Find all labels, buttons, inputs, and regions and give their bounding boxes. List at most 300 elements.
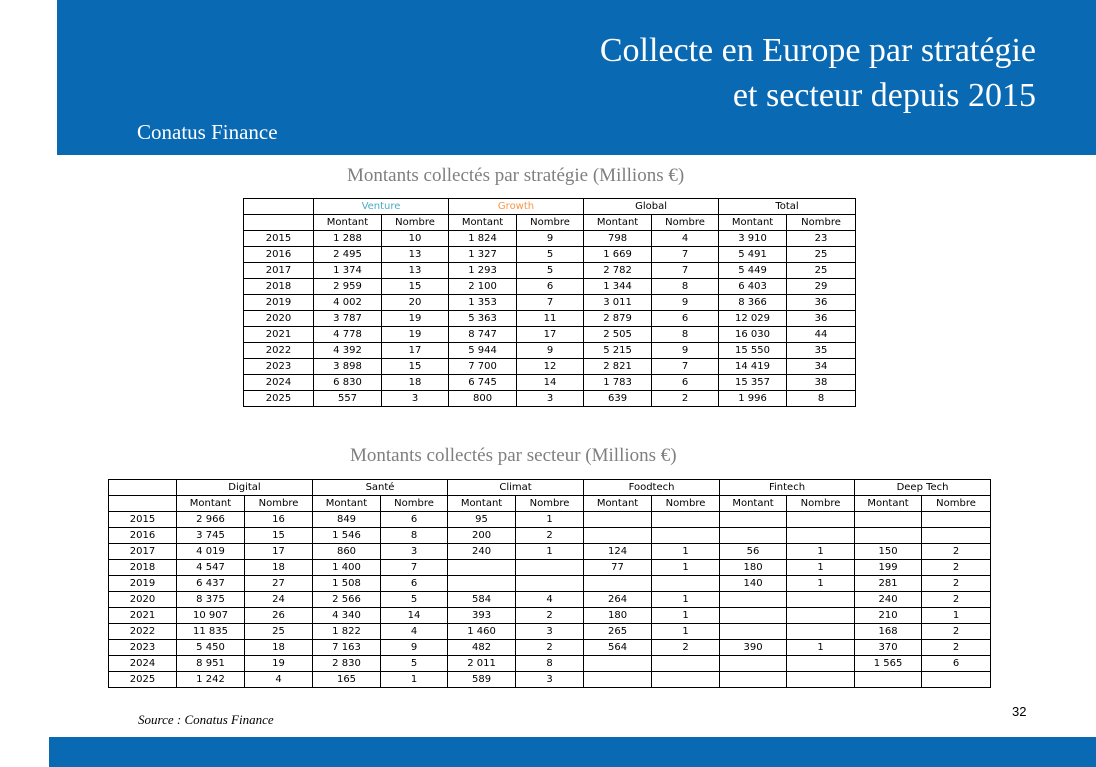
subheader-nombre: Nombre: [381, 496, 448, 512]
table-row: [244, 295, 856, 311]
value-cell: 7: [517, 295, 584, 311]
value-cell: 1 353: [449, 295, 517, 311]
value-cell: 14 419: [719, 359, 787, 375]
value-cell: 3 745: [177, 528, 245, 544]
year-cell: 2024: [109, 656, 177, 672]
value-cell: 15: [382, 279, 449, 295]
subheader-row: [244, 215, 856, 231]
value-cell: 2: [922, 592, 991, 608]
group-header-digital: Digital: [177, 480, 313, 496]
subheader-montant: Montant: [449, 215, 517, 231]
value-cell: 1: [381, 672, 448, 688]
sector-table: [108, 479, 991, 688]
year-cell: 2021: [109, 608, 177, 624]
value-cell: 6: [652, 311, 719, 327]
value-cell: 5: [517, 247, 584, 263]
value-cell: 36: [787, 311, 856, 327]
subheader-montant: Montant: [584, 496, 652, 512]
group-header-row: [109, 480, 991, 496]
value-cell: 1 508: [313, 576, 381, 592]
value-cell: 26: [245, 608, 313, 624]
value-cell: 44: [787, 327, 856, 343]
value-cell: [652, 672, 720, 688]
value-cell: 8 375: [177, 592, 245, 608]
value-cell: 16: [245, 512, 313, 528]
value-cell: 18: [245, 640, 313, 656]
group-header-venture: Venture: [314, 199, 449, 215]
value-cell: 25: [787, 247, 856, 263]
value-cell: 1: [787, 576, 855, 592]
year-cell: 2017: [244, 263, 314, 279]
subheader-montant: Montant: [720, 496, 787, 512]
value-cell: 3: [382, 391, 449, 407]
value-cell: 29: [787, 279, 856, 295]
strategy-table: [243, 198, 856, 407]
value-cell: 168: [855, 624, 922, 640]
value-cell: 1 996: [719, 391, 787, 407]
value-cell: 15 357: [719, 375, 787, 391]
value-cell: 1 824: [449, 231, 517, 247]
title-line-2: et secteur depuis 2015: [732, 77, 1036, 114]
value-cell: 2 821: [584, 359, 652, 375]
value-cell: 199: [855, 560, 922, 576]
subheader-montant: Montant: [584, 215, 652, 231]
value-cell: 2: [516, 528, 584, 544]
table-row: [109, 640, 991, 656]
value-cell: 20: [382, 295, 449, 311]
value-cell: 38: [787, 375, 856, 391]
table-row: [109, 560, 991, 576]
value-cell: 165: [313, 672, 381, 688]
value-cell: [720, 656, 787, 672]
table-row: [109, 656, 991, 672]
source-note: Source : Conatus Finance: [138, 712, 274, 727]
value-cell: 4 392: [314, 343, 382, 359]
value-cell: 5 491: [719, 247, 787, 263]
value-cell: [787, 592, 855, 608]
group-header-fintech: Fintech: [720, 480, 855, 496]
value-cell: 8: [516, 656, 584, 672]
value-cell: 25: [787, 263, 856, 279]
table-row: [244, 263, 856, 279]
value-cell: [584, 528, 652, 544]
value-cell: 2: [922, 624, 991, 640]
value-cell: [584, 656, 652, 672]
value-cell: 6 437: [177, 576, 245, 592]
value-cell: 4: [516, 592, 584, 608]
value-cell: 200: [448, 528, 516, 544]
value-cell: 12 029: [719, 311, 787, 327]
corner-cell: [109, 480, 177, 496]
sector-caption: Montants collectés par secteur (Millions €): [350, 445, 677, 466]
value-cell: [922, 672, 991, 688]
value-cell: 7: [381, 560, 448, 576]
value-cell: 6: [517, 279, 584, 295]
value-cell: [787, 656, 855, 672]
value-cell: 849: [313, 512, 381, 528]
subheader-nombre: Nombre: [787, 496, 855, 512]
value-cell: [855, 672, 922, 688]
value-cell: 1 374: [314, 263, 382, 279]
value-cell: 3: [516, 672, 584, 688]
value-cell: 2 495: [314, 247, 382, 263]
year-cell: 2020: [109, 592, 177, 608]
value-cell: 8 366: [719, 295, 787, 311]
value-cell: 27: [245, 576, 313, 592]
strategy-caption: Montants collectés par stratégie (Millions €): [347, 165, 685, 186]
value-cell: 4 340: [313, 608, 381, 624]
value-cell: [787, 672, 855, 688]
value-cell: 1 293: [449, 263, 517, 279]
value-cell: 639: [584, 391, 652, 407]
value-cell: [584, 512, 652, 528]
value-cell: 370: [855, 640, 922, 656]
value-cell: 2 566: [313, 592, 381, 608]
table-row: [109, 608, 991, 624]
value-cell: 15 550: [719, 343, 787, 359]
value-cell: 35: [787, 343, 856, 359]
value-cell: 16 030: [719, 327, 787, 343]
value-cell: 3 898: [314, 359, 382, 375]
year-cell: 2018: [109, 560, 177, 576]
value-cell: [787, 624, 855, 640]
value-cell: 7: [652, 247, 719, 263]
table-row: [244, 311, 856, 327]
subheader-montant: Montant: [313, 496, 381, 512]
value-cell: 124: [584, 544, 652, 560]
value-cell: 3: [517, 391, 584, 407]
subheader-nombre: Nombre: [652, 496, 720, 512]
year-cell: 2024: [244, 375, 314, 391]
year-cell: 2018: [244, 279, 314, 295]
value-cell: 2 011: [448, 656, 516, 672]
value-cell: [787, 512, 855, 528]
value-cell: [448, 576, 516, 592]
value-cell: 9: [381, 640, 448, 656]
value-cell: 1: [652, 624, 720, 640]
value-cell: 10: [382, 231, 449, 247]
value-cell: 8: [381, 528, 448, 544]
value-cell: 5: [381, 656, 448, 672]
value-cell: 3 910: [719, 231, 787, 247]
value-cell: 19: [245, 656, 313, 672]
value-cell: 5 944: [449, 343, 517, 359]
value-cell: 2 830: [313, 656, 381, 672]
value-cell: 11: [517, 311, 584, 327]
value-cell: 7: [652, 359, 719, 375]
value-cell: 1: [787, 560, 855, 576]
value-cell: 264: [584, 592, 652, 608]
value-cell: 6: [922, 656, 991, 672]
value-cell: [584, 576, 652, 592]
value-cell: 8 747: [449, 327, 517, 343]
value-cell: 1 242: [177, 672, 245, 688]
subheader-nombre: Nombre: [922, 496, 991, 512]
subheader-nombre: Nombre: [652, 215, 719, 231]
value-cell: 2 879: [584, 311, 652, 327]
value-cell: 5 450: [177, 640, 245, 656]
subheader-nombre: Nombre: [787, 215, 856, 231]
value-cell: 390: [720, 640, 787, 656]
value-cell: 6 830: [314, 375, 382, 391]
value-cell: 3 787: [314, 311, 382, 327]
value-cell: 5 363: [449, 311, 517, 327]
value-cell: 3: [381, 544, 448, 560]
value-cell: 150: [855, 544, 922, 560]
value-cell: [516, 576, 584, 592]
value-cell: 240: [855, 592, 922, 608]
value-cell: 2: [922, 544, 991, 560]
value-cell: 5: [381, 592, 448, 608]
brand-name: Conatus Finance: [137, 120, 278, 144]
year-cell: 2025: [109, 672, 177, 688]
year-cell: 2019: [244, 295, 314, 311]
group-header-row: [244, 199, 856, 215]
value-cell: 11 835: [177, 624, 245, 640]
table-row: [244, 375, 856, 391]
value-cell: 2: [516, 608, 584, 624]
value-cell: [787, 608, 855, 624]
title-line-1: Collecte en Europe par stratégie: [599, 32, 1036, 69]
value-cell: 1: [787, 640, 855, 656]
value-cell: 4: [381, 624, 448, 640]
value-cell: 3: [516, 624, 584, 640]
value-cell: 2: [922, 576, 991, 592]
year-cell: 2022: [109, 624, 177, 640]
value-cell: 393: [448, 608, 516, 624]
value-cell: [855, 512, 922, 528]
value-cell: 1: [652, 608, 720, 624]
value-cell: [652, 528, 720, 544]
value-cell: 1 460: [448, 624, 516, 640]
value-cell: 13: [382, 263, 449, 279]
year-cell: 2023: [244, 359, 314, 375]
value-cell: 36: [787, 295, 856, 311]
value-cell: 4 778: [314, 327, 382, 343]
table-row: [109, 576, 991, 592]
year-cell: 2023: [109, 640, 177, 656]
value-cell: 1 344: [584, 279, 652, 295]
page-title: [600, 28, 1036, 118]
value-cell: 9: [652, 343, 719, 359]
value-cell: [448, 560, 516, 576]
subheader-montant: Montant: [448, 496, 516, 512]
value-cell: 9: [517, 343, 584, 359]
year-cell: 2015: [244, 231, 314, 247]
value-cell: 8: [787, 391, 856, 407]
table-row: [109, 512, 991, 528]
value-cell: 2 100: [449, 279, 517, 295]
value-cell: 18: [382, 375, 449, 391]
table-row: [244, 343, 856, 359]
value-cell: 8 951: [177, 656, 245, 672]
value-cell: [584, 672, 652, 688]
value-cell: 56: [720, 544, 787, 560]
corner-cell: [244, 199, 314, 215]
value-cell: 860: [313, 544, 381, 560]
group-header-global: Global: [584, 199, 719, 215]
value-cell: 1 783: [584, 375, 652, 391]
value-cell: 2 782: [584, 263, 652, 279]
value-cell: 2: [922, 640, 991, 656]
table-row: [244, 247, 856, 263]
value-cell: 5 449: [719, 263, 787, 279]
value-cell: 4 019: [177, 544, 245, 560]
value-cell: 1 669: [584, 247, 652, 263]
value-cell: 1 546: [313, 528, 381, 544]
value-cell: 15: [382, 359, 449, 375]
subheader-montant: Montant: [177, 496, 245, 512]
value-cell: 15: [245, 528, 313, 544]
value-cell: [720, 672, 787, 688]
value-cell: [787, 528, 855, 544]
value-cell: 2: [922, 560, 991, 576]
value-cell: 4: [652, 231, 719, 247]
value-cell: 9: [652, 295, 719, 311]
value-cell: [720, 624, 787, 640]
value-cell: [720, 528, 787, 544]
table-row: [109, 624, 991, 640]
subheader-row: [109, 496, 991, 512]
value-cell: 14: [517, 375, 584, 391]
footer-band: [49, 737, 1096, 767]
value-cell: 180: [720, 560, 787, 576]
value-cell: 4: [245, 672, 313, 688]
value-cell: 14: [381, 608, 448, 624]
subheader-montant: Montant: [314, 215, 382, 231]
value-cell: 240: [448, 544, 516, 560]
table-row: [244, 359, 856, 375]
value-cell: 95: [448, 512, 516, 528]
year-cell: 2022: [244, 343, 314, 359]
value-cell: 7 163: [313, 640, 381, 656]
value-cell: 7: [652, 263, 719, 279]
value-cell: [652, 656, 720, 672]
value-cell: 9: [517, 231, 584, 247]
value-cell: 77: [584, 560, 652, 576]
value-cell: 557: [314, 391, 382, 407]
subheader-montant: Montant: [719, 215, 787, 231]
value-cell: 34: [787, 359, 856, 375]
value-cell: 1: [652, 560, 720, 576]
value-cell: 7 700: [449, 359, 517, 375]
value-cell: 13: [382, 247, 449, 263]
group-header-foodtech: Foodtech: [584, 480, 720, 496]
group-header-total: Total: [719, 199, 856, 215]
value-cell: 6 745: [449, 375, 517, 391]
value-cell: 17: [245, 544, 313, 560]
year-cell: 2015: [109, 512, 177, 528]
subheader-nombre: Nombre: [382, 215, 449, 231]
value-cell: 24: [245, 592, 313, 608]
value-cell: [855, 528, 922, 544]
value-cell: 5 215: [584, 343, 652, 359]
value-cell: 6: [381, 512, 448, 528]
value-cell: 10 907: [177, 608, 245, 624]
value-cell: 281: [855, 576, 922, 592]
year-cell: 2016: [244, 247, 314, 263]
value-cell: 180: [584, 608, 652, 624]
table-row: [109, 592, 991, 608]
value-cell: 1 400: [313, 560, 381, 576]
group-header-growth: Growth: [449, 199, 584, 215]
year-cell: 2025: [244, 391, 314, 407]
corner-cell: [109, 496, 177, 512]
year-cell: 2016: [109, 528, 177, 544]
value-cell: 589: [448, 672, 516, 688]
value-cell: [720, 512, 787, 528]
value-cell: 1: [516, 512, 584, 528]
corner-cell: [244, 215, 314, 231]
year-cell: 2021: [244, 327, 314, 343]
value-cell: 2: [516, 640, 584, 656]
header-band: [57, 0, 1096, 155]
value-cell: 2: [652, 391, 719, 407]
value-cell: 23: [787, 231, 856, 247]
subheader-nombre: Nombre: [516, 496, 584, 512]
subheader-nombre: Nombre: [517, 215, 584, 231]
value-cell: 6: [652, 375, 719, 391]
value-cell: [516, 560, 584, 576]
value-cell: 6 403: [719, 279, 787, 295]
value-cell: 1: [516, 544, 584, 560]
table-row: [109, 672, 991, 688]
value-cell: [922, 512, 991, 528]
value-cell: 2 959: [314, 279, 382, 295]
value-cell: 4 547: [177, 560, 245, 576]
table-row: [109, 528, 991, 544]
table-row: [244, 279, 856, 295]
value-cell: 564: [584, 640, 652, 656]
value-cell: 2: [652, 640, 720, 656]
group-header-climat: Climat: [448, 480, 584, 496]
value-cell: 17: [517, 327, 584, 343]
subheader-nombre: Nombre: [245, 496, 313, 512]
value-cell: 18: [245, 560, 313, 576]
value-cell: 4 002: [314, 295, 382, 311]
year-cell: 2020: [244, 311, 314, 327]
value-cell: 210: [855, 608, 922, 624]
table-row: [109, 544, 991, 560]
value-cell: 8: [652, 279, 719, 295]
year-cell: 2017: [109, 544, 177, 560]
group-header-deep-tech: Deep Tech: [855, 480, 991, 496]
value-cell: 584: [448, 592, 516, 608]
value-cell: 1: [652, 592, 720, 608]
value-cell: 3 011: [584, 295, 652, 311]
value-cell: 140: [720, 576, 787, 592]
table-row: [244, 231, 856, 247]
value-cell: 1: [922, 608, 991, 624]
group-header-santé: Santé: [313, 480, 448, 496]
value-cell: 1: [652, 544, 720, 560]
value-cell: 1 288: [314, 231, 382, 247]
value-cell: 19: [382, 327, 449, 343]
value-cell: 25: [245, 624, 313, 640]
value-cell: [922, 528, 991, 544]
value-cell: 1 565: [855, 656, 922, 672]
value-cell: 12: [517, 359, 584, 375]
value-cell: 1: [787, 544, 855, 560]
value-cell: 800: [449, 391, 517, 407]
year-cell: 2019: [109, 576, 177, 592]
value-cell: 1 327: [449, 247, 517, 263]
value-cell: 2 966: [177, 512, 245, 528]
value-cell: 798: [584, 231, 652, 247]
value-cell: [720, 592, 787, 608]
value-cell: [720, 608, 787, 624]
value-cell: 5: [517, 263, 584, 279]
